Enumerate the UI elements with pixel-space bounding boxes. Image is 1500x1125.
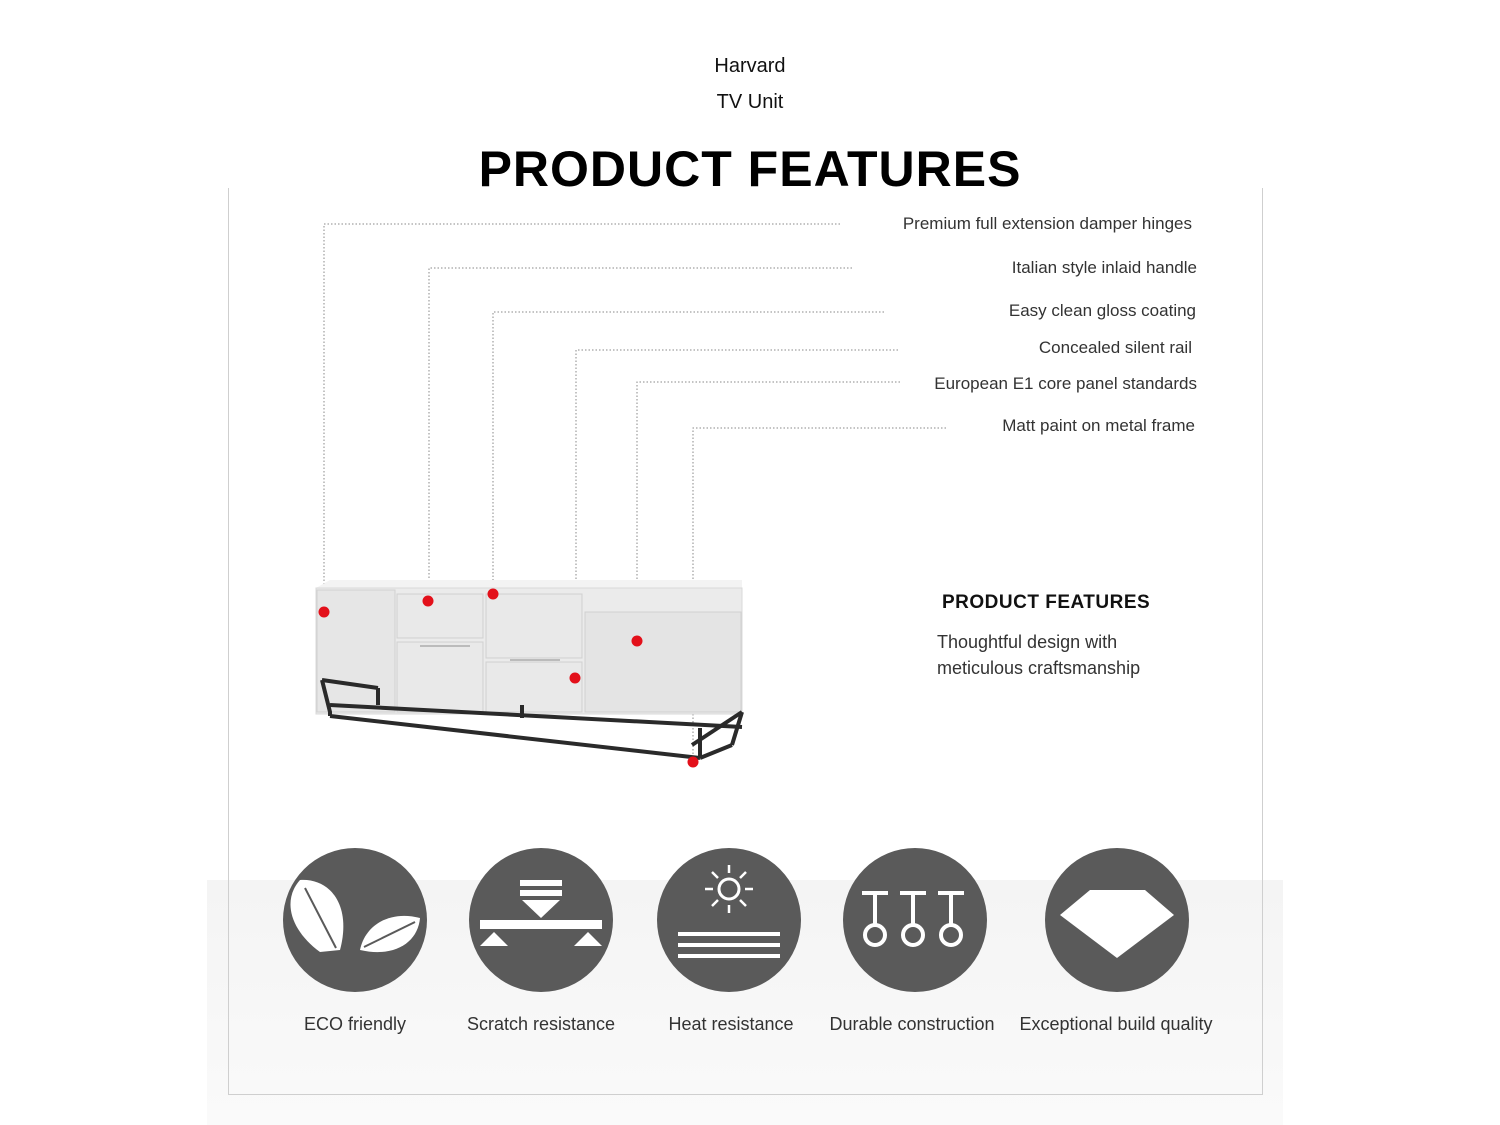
- callout-marker: [423, 596, 434, 607]
- callout-label-hinges: Premium full extension damper hinges: [902, 214, 1192, 233]
- callout-line-coating: [493, 312, 884, 594]
- cabinet-drawer: [397, 642, 483, 712]
- tv-unit-illustration: [316, 580, 742, 758]
- product-name: TV Unit: [716, 91, 784, 113]
- sun-icon: [657, 848, 801, 992]
- cabinet-left-door: [317, 590, 395, 712]
- diamond-icon: [1045, 848, 1189, 992]
- leaf-icon: [283, 848, 427, 992]
- press-icon: [469, 848, 613, 992]
- callout-label-rail: Concealed silent rail: [1038, 338, 1192, 357]
- side-feature-title: PRODUCT FEATURES: [942, 592, 1151, 613]
- page-title: PRODUCT FEATURES: [478, 141, 1022, 197]
- hook-icon: [843, 848, 987, 992]
- cabinet-right-door: [585, 612, 741, 712]
- callout-marker: [570, 673, 581, 684]
- cabinet-drawer: [486, 662, 582, 712]
- callout-line-hinges: [324, 224, 840, 612]
- callout-label-handle: Italian style inlaid handle: [1011, 258, 1197, 277]
- side-feature-description-line: Thoughtful design with: [937, 632, 1118, 652]
- callout-marker: [488, 589, 499, 600]
- brand-name: Harvard: [714, 55, 786, 77]
- badge-label-quality: Exceptional build quality: [1019, 1014, 1213, 1034]
- badge-label-eco: ECO friendly: [303, 1014, 407, 1034]
- side-feature-description-line: meticulous craftsmanship: [937, 658, 1141, 678]
- badge-label-scratch: Scratch resistance: [466, 1014, 616, 1034]
- callout-marker: [688, 757, 699, 768]
- badge-label-heat: Heat resistance: [668, 1014, 794, 1034]
- callout-label-frame: Matt paint on metal frame: [1002, 416, 1195, 435]
- callout-label-coating: Easy clean gloss coating: [1008, 301, 1196, 320]
- callout-marker: [632, 636, 643, 647]
- cabinet-drawer: [397, 594, 483, 638]
- cabinet-drawer: [486, 594, 582, 658]
- callout-marker: [319, 607, 330, 618]
- badge-label-durable: Durable construction: [829, 1014, 995, 1034]
- callout-line-handle: [429, 268, 852, 601]
- callout-label-panel: European E1 core panel standards: [934, 374, 1197, 393]
